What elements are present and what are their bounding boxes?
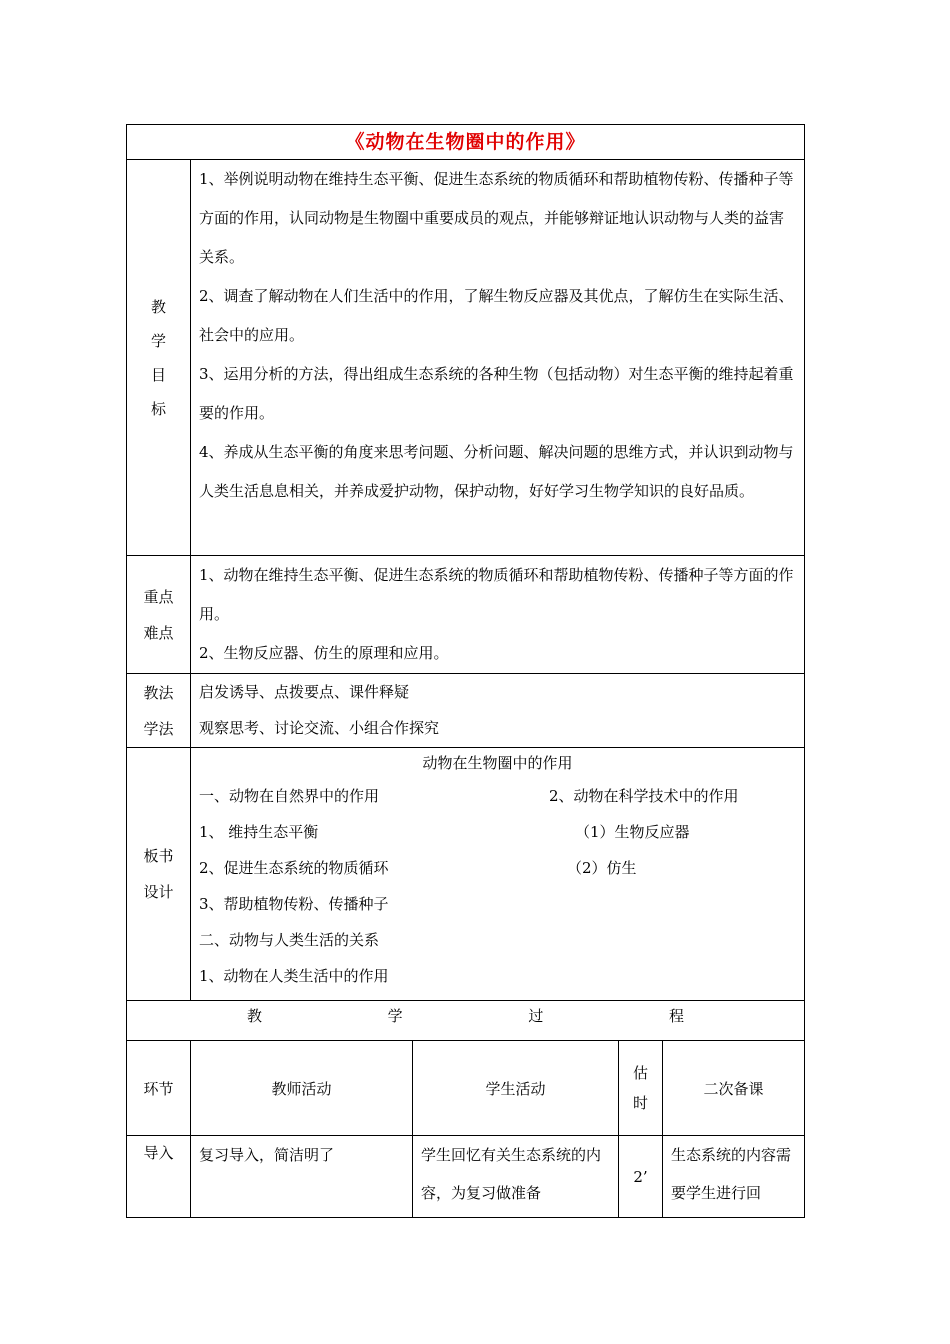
goals-content bbox=[191, 160, 805, 556]
row-student: 学生回忆有关生态系统的内容，为复习做准备 bbox=[413, 1136, 619, 1218]
key-points-row bbox=[127, 556, 805, 674]
methods-row bbox=[127, 674, 805, 748]
lesson-plan-table bbox=[126, 124, 805, 1218]
key-points-label: 重点 难点 bbox=[127, 556, 191, 674]
goal-item: 3、运用分析的方法，得出组成生态系统的各种生物（包括动物）对生态平衡的维持起着重要的作用。 bbox=[199, 365, 794, 422]
method-item: 启发诱导、点拨要点、课件释疑 bbox=[199, 683, 410, 701]
column-header-section: 环节 bbox=[127, 1041, 191, 1136]
board-content bbox=[191, 748, 805, 1001]
methods-content bbox=[191, 674, 805, 748]
method-item: 观察思考、讨论交流、小组合作探究 bbox=[199, 719, 440, 737]
row-second: 生态系统的内容需要学生进行回 bbox=[663, 1136, 805, 1218]
column-header-estimate: 估 时 bbox=[619, 1041, 663, 1136]
row-estimate: 2’ bbox=[619, 1136, 663, 1218]
board-heading: 动物在生物圈中的作用 bbox=[422, 754, 573, 772]
process-heading-row bbox=[127, 1001, 805, 1041]
key-point-item: 1、动物在维持生态平衡、促进生态系统的物质循环和帮助植物传粉、传播种子等方面的作用。 bbox=[199, 566, 794, 623]
goal-item: 1、举例说明动物在维持生态平衡、促进生态系统的物质循环和帮助植物传粉、传播种子等方面的作用，认同动物是生物圈中重要成员的观点，并能够辩证地认识动物与人类的益害关系。 bbox=[199, 170, 794, 266]
row-teacher: 复习导入，简洁明了 bbox=[191, 1136, 413, 1218]
table-row bbox=[127, 1136, 805, 1218]
board-line: 2、促进生态系统的物质循环 （2）仿生 bbox=[199, 859, 637, 877]
board-line: 1、动物在人类生活中的作用 bbox=[199, 967, 389, 985]
process-header-row bbox=[127, 1041, 805, 1136]
title-row bbox=[127, 125, 805, 160]
goals-row bbox=[127, 160, 805, 556]
board-label: 板书 设计 bbox=[127, 748, 191, 1001]
process-heading: 教 学 过 程 bbox=[127, 1001, 805, 1041]
column-header-student: 学生活动 bbox=[413, 1041, 619, 1136]
board-design-row bbox=[127, 748, 805, 1001]
goal-item: 2、调查了解动物在人们生活中的作用，了解生物反应器及其优点，了解仿生在实际生活、社会中的应用。 bbox=[199, 287, 794, 344]
column-header-second: 二次备课 bbox=[663, 1041, 805, 1136]
column-header-teacher: 教师活动 bbox=[191, 1041, 413, 1136]
key-points-content bbox=[191, 556, 805, 674]
key-point-item: 2、生物反应器、仿生的原理和应用。 bbox=[199, 644, 449, 662]
goals-label: 教 学 目 标 bbox=[127, 160, 191, 556]
goal-item: 4、养成从生态平衡的角度来思考问题、分析问题、解决问题的思维方式，并认识到动物与人类生活息息相关，并养成爱护动物，保护动物，好好学习生物学知识的良好品质。 bbox=[199, 443, 794, 500]
board-line: 一、动物在自然界中的作用 2、动物在科学技术中的作用 bbox=[199, 787, 739, 805]
row-section: 导入 bbox=[127, 1136, 191, 1218]
board-line: 3、帮助植物传粉、传播种子 bbox=[199, 895, 389, 913]
board-line: 1、 维持生态平衡 （1）生物反应器 bbox=[199, 823, 690, 841]
methods-label: 教法 学法 bbox=[127, 674, 191, 748]
document-title: 《动物在生物圈中的作用》 bbox=[127, 125, 805, 160]
board-line: 二、动物与人类生活的关系 bbox=[199, 931, 380, 949]
